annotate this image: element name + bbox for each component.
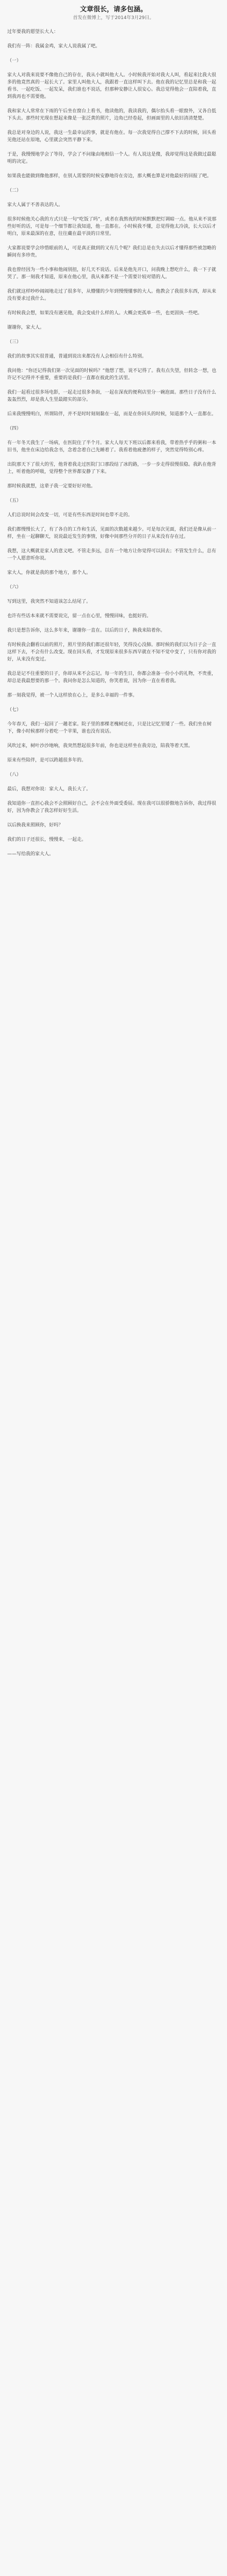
paragraph: 我们都慢慢长大了，有了各自的工作和生活，见面的次数越来越少。可是每次见面，我们还是像从前一样，坐在一起聊聊天，说说最近发生的事情，好像中间那些分开的日子从来没有存在过。: [7, 527, 217, 539]
section-number: （一）: [7, 58, 22, 63]
paragraph: 那一刻我觉得，被一个人这样放在心上，是多么幸福的一件事。: [7, 693, 138, 698]
paragraph: 我也曾经因为一些小事和他闹别扭，好几天不说话。后来是他先开口，问我晚上想吃什么，我一下子就哭了。那一刻我才知道，原来在他心里，我从来都不是一个需要计较对错的人。: [7, 267, 217, 280]
paragraph: 家大人对我来说要不像他自己的存在，我从小就叫他大人。小时候我开始对我大人叫，看起来比我大很多的他竟然真的一起长大了。家里人叫他大人，我跟着一直这样叫下去。他在我的记忆里总是和我一起看书、一起吃饭、一起发呆，我们谁也不说话，但那种安静让人很安心。我总觉得他会一直陪着我，直到我再也不需要他。: [7, 73, 217, 99]
article-title: 文章很长，请多包涵。: [79, 6, 147, 13]
paragraph: 我知道你一直担心我会不会照顾好自己，会不会在外面受委屈。现在我可以很骄傲地告诉你，我过得很好，因为你教会了我怎样好好生活。: [7, 801, 217, 814]
paragraph: 今年春天，我们一起回了一趟老家。院子里的那棵老槐树还在，只是比记忆里矮了一些。我们坐在树下，像小时候那样分着吃一个苹果，谁也没有说话。: [7, 722, 212, 734]
section-number: （六）: [7, 585, 22, 590]
paragraph: 原来有些陪伴，是可以跨越很多年的。: [7, 758, 87, 763]
paragraph: 风吹过来，树叶沙沙地响，我突然想起很多年前，你也是这样坐在我旁边，陪我等着天黑。: [7, 743, 193, 749]
paragraph: 我问他：“你还记得我们第一次见面的时候吗？”他想了想，说不记得了。我有点失望，但转念一想，也许记不记得并不重要，重要的是我们一直都在彼此的生活里。: [7, 368, 217, 381]
paragraph: 很多时候他关心我的方式只是一句“吃饭了吗”，或者在我熬夜的时候默默把灯调暗一点。他从来不说那些好听的话，可是每一个细节都让我知道，他一直都在。小时候我不懂，总觉得他太冷淡，长大以后才明白，原来最深的在意，往往藏在最平淡的日常里。: [7, 217, 217, 236]
section-number: （三）: [7, 340, 22, 345]
paragraph: 过年要我的愿望长大人：: [7, 29, 59, 35]
paragraph: 有时候我会想，如果没有遇见他，我会变成什么样的人。大概会更孤单一些，也更固执一些吧。: [7, 311, 203, 316]
paragraph: 家大人，你就是我的那个地方，那个人。: [7, 570, 91, 575]
paragraph: 于是，我慢慢地学会了等待，学会了不问缘由地相信一个人。有人说这是傻，我却觉得这是我做过最聪明的决定。: [7, 152, 217, 164]
paragraph: 后来我慢慢明白，所谓陪伴，并不是时时刻刻黏在一起，而是在你回头的时候，知道那个人一直都在。: [7, 412, 217, 417]
paragraph: 我和家大人常常在下雨的午后坐在窗台上看书，他读他的，我读我的，偶尔抬头看一眼窗外，又各自低下头去。那些时光现在想起来像是一张泛黄的照片，边角已经卷起，但画面里的人依旧清清楚楚。: [7, 109, 217, 121]
section-number: （八）: [7, 772, 22, 777]
paragraph: 我们有一阵：我属金鸡，家大人说我属了吧。: [7, 44, 101, 49]
section-number: （二）: [7, 188, 22, 193]
paragraph: 那时候我就想，这辈子我一定要好好对他。: [7, 484, 96, 489]
paragraph: 大家都说要学会珍惜眼前的人，可是真正做到的又有几个呢？我们总是在失去以后才懂得那些被忽略的瞬间有多珍贵。: [7, 246, 217, 258]
paragraph: 以后换我来照顾你，好吗？: [7, 823, 63, 828]
paragraph: 也许有些话本来就不需要说完，留一点在心里，慢慢回味，也挺好的。: [7, 614, 152, 619]
paragraph: 我总是记不住重要的日子，你却从来不会忘记。每一年的生日，你都会准备一份小小的礼物，不贵重，却总是我最想要的那一个。我问你是怎么知道的，你笑着说，因为你一直在看着我。: [7, 671, 217, 684]
paragraph: 我们的日子还很长，慢慢来，一起走。: [7, 837, 87, 842]
paragraph: 有一年冬天我生了一场病，在医院住了半个月。家大人每天下班以后都来看我，带着热乎乎的粥和一本旧书，他坐在床边给我念书，念着念着自己先睡着了。我看着他疲惫的样子，突然觉得特别心疼。: [7, 440, 217, 453]
paragraph: 人们总说时间会改变一切，可是有些东西是时间也带不走的。: [7, 513, 133, 518]
paragraph: 如果我也能做到像他那样，在别人需要的时候安静地待在旁边，那大概也算是对他最好的回报了吧。: [7, 174, 212, 179]
paragraph: 谢谢你，家大人。: [7, 325, 45, 330]
paragraph: 我们的故事其实很普通，普通到说出来都没有人会相信有什么特别。: [7, 354, 147, 359]
paragraph: 最后，我想对你说：家大人，我长大了。: [7, 787, 91, 792]
paragraph: 我们一起看过很多场电影，一起走过很多条街，一起在深夜的便利店里分一碗泡面。那些日子没有什么轰轰烈烈，却是我人生里最踏实的部分。: [7, 390, 217, 402]
article-subtitle: 首发在微博上，写于2014年3月29日。: [73, 15, 154, 21]
paragraph: 我只是想告诉你，这么多年来，谢谢你一直在。以后的日子，换我来陪着你。: [7, 628, 166, 633]
article-header: [7, 5, 220, 21]
paragraph: 我想，这大概就是家人的意义吧。不管走多远，总有一个地方让你觉得可以回去；不管发生什么，总有一个人愿意听你说。: [7, 549, 217, 561]
paragraph: 有时候我会翻看以前的照片，照片里的我们都还很年轻，笑得没心没肺。那时候的我们以为日子会一直这样下去，不会有什么改变。现在回头看，才发现原来很多东西早就在不知不觉中变了，只有你对我的好，从来没有变过。: [7, 642, 217, 662]
article-body: [7, 28, 220, 858]
section-number: （四）: [7, 426, 22, 431]
paragraph: 我总是对身边的人说，我这一生最幸运的事，就是有他在。每一次我觉得自己撑不下去的时候，回头看见他还站在原地，心里就会突然平静下来。: [7, 130, 217, 143]
paragraph: 写到这里，我突然不知道该怎么结尾了。: [7, 599, 91, 604]
paragraph: 我们就这样吵吵闹闹地走过了很多年，从懵懂的少年到慢慢懂事的大人。他教会了我很多东西，却从来没有要求过我什么。: [7, 289, 217, 301]
paragraph: 出院那天下了很大的雪，他背着我走过医院门口那段结了冰的路，一步一步走得很慢很稳。我趴在他背上，听着他的呼吸，觉得整个世界都安静了下来。: [7, 462, 217, 474]
section-number: （五）: [7, 498, 22, 503]
section-number: （七）: [7, 707, 22, 713]
paragraph: ——写给我的家大人。: [7, 852, 54, 857]
paragraph: 家大人属于不善表达的人。: [7, 202, 63, 208]
